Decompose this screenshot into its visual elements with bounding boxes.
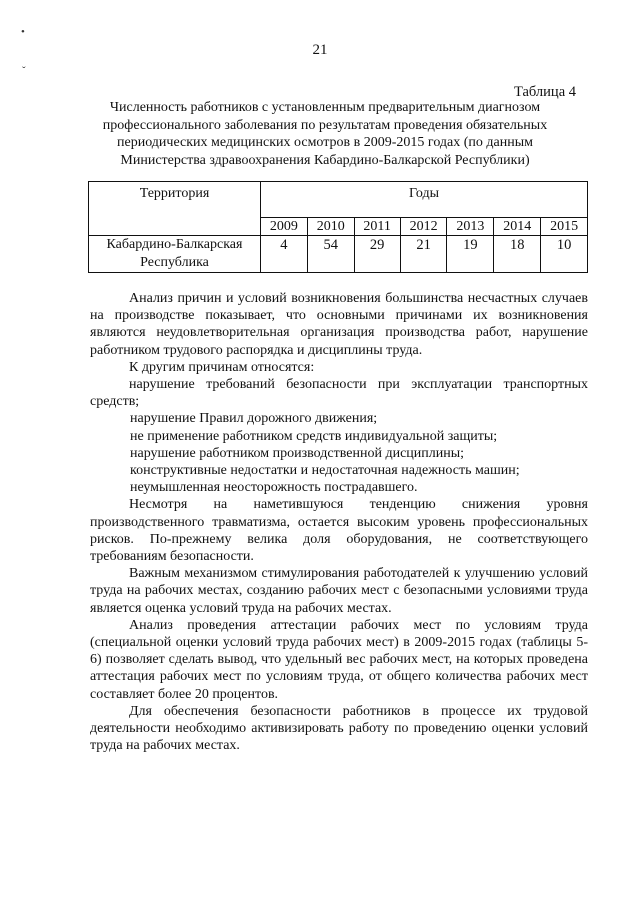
paragraph: К другим причинам относятся: bbox=[129, 359, 315, 375]
year-cell: 2015 bbox=[541, 218, 588, 236]
list-item: не применение работником средств индивидуальной защиты; bbox=[130, 428, 498, 444]
paragraph: Для обеспечения безопасности работников в процессе их трудовой деятельности необходимо активизировать работу по проведению оценки условий труда на рабочих местах. bbox=[90, 703, 588, 754]
scan-speck: • bbox=[21, 26, 25, 38]
table-header-row bbox=[89, 182, 588, 218]
table-row bbox=[89, 236, 588, 273]
value-cell: 10 bbox=[541, 236, 588, 273]
table-label: Таблица 4 bbox=[513, 84, 576, 100]
value-cell: 29 bbox=[354, 236, 400, 273]
year-cell: 2013 bbox=[447, 218, 494, 236]
paragraph: Несмотря на наметившуюся тенденцию снижения уровня производственного травматизма, остается высоким уровень профессиональных рисков. По-прежнему велика доля оборудования, не соответствующего требованиям безопасности. bbox=[90, 497, 588, 565]
year-cell: 2012 bbox=[400, 218, 447, 236]
paragraph: Важным механизмом стимулирования работодателей к улучшению условий труда на рабочих местах, созданию рабочих мест с безопасными условиями труда является оценка условий труда на рабочих местах. bbox=[90, 566, 588, 616]
body-text bbox=[90, 290, 588, 754]
list-item: нарушение работником производственной дисциплины; bbox=[130, 445, 465, 461]
value-cell: 18 bbox=[494, 236, 541, 273]
year-cell: 2011 bbox=[354, 218, 400, 236]
header-years: Годы bbox=[261, 182, 588, 218]
value-cell: 19 bbox=[447, 236, 494, 273]
list-item: неумышленная неосторожность пострадавшего. bbox=[130, 480, 418, 496]
paragraph: Анализ причин и условий возникновения большинства несчастных случаев на производстве показывает, что основными причинами их возникновения являются неудовлетворительная организация производства работ, нарушение работником трудового распорядка и дисциплины труда. bbox=[90, 291, 588, 358]
scan-speck: ˇ bbox=[22, 65, 26, 77]
table-caption: Численность работников с установленным предварительным диагнозом профессионального заболевания по результатам проведения обязательных периодических медицинских осмотров в 2009-2015 годах (по данным Министерства здравоохранения Кабардино-Балкарской Республики) bbox=[102, 100, 548, 168]
data-table bbox=[88, 181, 588, 273]
list-item: нарушение требований безопасности при эксплуатации транспортных средств; bbox=[90, 377, 588, 410]
header-territory: Территория bbox=[89, 182, 261, 236]
value-cell: 21 bbox=[400, 236, 447, 273]
territory-cell: Кабардино-Балкарская Республика bbox=[89, 236, 261, 273]
value-cell: 54 bbox=[307, 236, 354, 273]
list-item: конструктивные недостатки и недостаточная надежность машин; bbox=[130, 463, 520, 479]
page-number: 21 bbox=[312, 42, 328, 58]
paragraph: Анализ проведения аттестации рабочих мест по условиям труда (специальной оценки условий труда рабочих мест) в 2009-2015 годах (таблицы 5-6) позволяет сделать вывод, что удельный вес рабочих мест, на которых проведена аттестация рабочих мест по условиям труда, от общего количества рабочих мест составляет более 20 процентов. bbox=[90, 617, 588, 702]
year-cell: 2014 bbox=[494, 218, 541, 236]
year-cell: 2009 bbox=[261, 218, 308, 236]
value-cell: 4 bbox=[261, 236, 308, 273]
list-item: нарушение Правил дорожного движения; bbox=[130, 411, 378, 427]
year-cell: 2010 bbox=[307, 218, 354, 236]
